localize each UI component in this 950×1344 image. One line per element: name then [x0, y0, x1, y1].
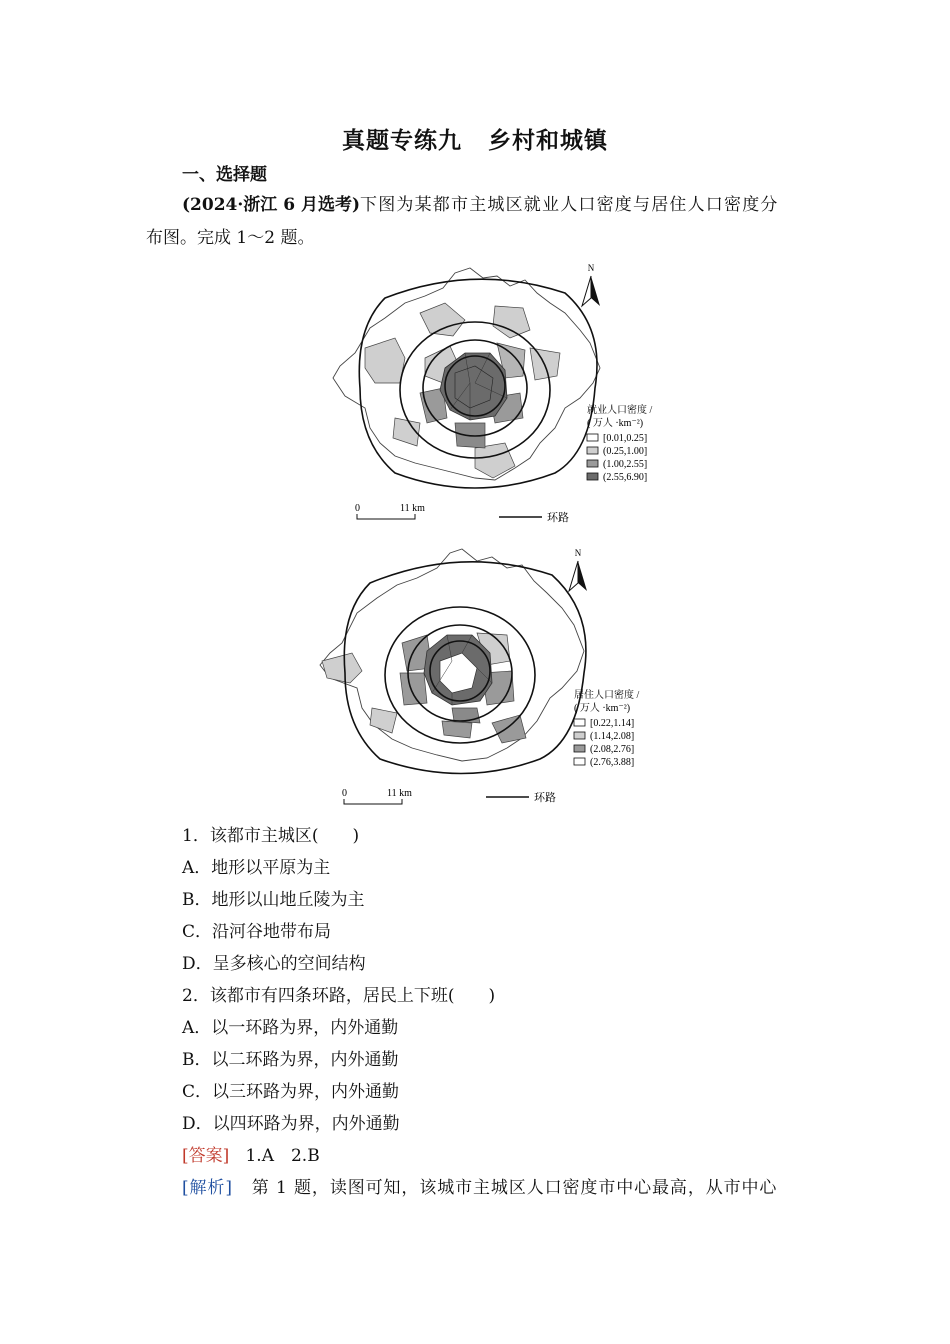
intro-text-1: 下图为某都市主城区就业人口密度与居住人口密度分: [360, 195, 779, 215]
map1-north-arrow-icon: [582, 263, 600, 306]
map2-scale-zero: 0: [342, 788, 347, 799]
title-part2: 乡村和城镇: [488, 127, 608, 154]
question-2-option-a[interactable]: A．以一环路为界，内外通勤: [182, 1018, 399, 1038]
section-heading: 一、选择题: [182, 165, 267, 185]
map1-legend-title: 就业人口密度 /: [587, 405, 653, 416]
map2-legend-item-4: (2.76,3.88]: [590, 757, 635, 768]
map1-scale-dist: 11 km: [400, 503, 425, 514]
question-2-option-b[interactable]: B．以二环路为界，内外通勤: [182, 1050, 399, 1070]
answer-line: [182, 1141, 320, 1166]
svg-text:N: N: [574, 548, 582, 558]
question-2-option-d[interactable]: D．以四环路为界，内外通勤: [182, 1114, 400, 1134]
intro-source: (2024·浙江 6 月选考): [182, 195, 360, 215]
map2-scale-dist: 11 km: [387, 788, 412, 799]
intro-line-2: 布图。完成 1～2 题。: [146, 228, 315, 248]
intro-line-1: [182, 190, 779, 215]
residential-density-map: [312, 543, 662, 808]
map1-legend-item-4: (2.55,6.90]: [603, 472, 648, 483]
employment-density-map: [325, 258, 675, 523]
question-1-option-c[interactable]: C．沿河谷地带布局: [182, 922, 332, 942]
question-2-stem: 2．该都市有四条环路，居民上下班( ): [182, 986, 496, 1006]
question-2-option-c[interactable]: C．以三环路为界，内外通勤: [182, 1082, 400, 1102]
answer-text: 1.A 2.B: [245, 1146, 320, 1166]
map2-legend-title: 居住人口密度 /: [574, 690, 640, 701]
map1-legend-item-2: (0.25,1.00]: [603, 446, 648, 457]
question-1-option-b[interactable]: B．地形以山地丘陵为主: [182, 890, 365, 910]
analysis-line: [182, 1173, 777, 1198]
question-1-option-d[interactable]: D．呈多核心的空间结构: [182, 954, 366, 974]
analysis-text: 第 1 题，读图可知，该城市主城区人口密度市中心最高，从市中心: [251, 1178, 778, 1198]
map2-legend-item-3: (2.08,2.76]: [590, 744, 635, 755]
map2-north-arrow-icon: [569, 548, 587, 591]
map1-legend-item-3: (1.00,2.55]: [603, 459, 648, 470]
title-part1: 真题专练九: [342, 127, 462, 154]
map2-ring-label: 环路: [534, 792, 556, 804]
map2-legend-item-1: [0.22,1.14]: [590, 718, 635, 729]
map1-legend-item-1: [0.01,0.25]: [603, 433, 648, 444]
answer-tag: [答案]: [182, 1146, 230, 1166]
analysis-tag: [解析]: [182, 1178, 233, 1198]
svg-text:N: N: [587, 263, 595, 273]
map2-scale-bar: [344, 799, 402, 804]
map1-ring-label: 环路: [547, 512, 569, 523]
map2-legend-unit: ( 万人 ·km⁻²): [574, 703, 631, 714]
question-1-stem: 1．该都市主城区( ): [182, 826, 360, 846]
map1-scale-bar: [357, 514, 415, 519]
map2-legend-item-2: (1.14,2.08]: [590, 731, 635, 742]
map1-scale-zero: 0: [355, 503, 360, 514]
map1-legend-unit: ( 万人 ·km⁻²): [587, 418, 644, 429]
question-1-option-a[interactable]: A．地形以平原为主: [182, 858, 331, 878]
page-title: [0, 122, 950, 155]
